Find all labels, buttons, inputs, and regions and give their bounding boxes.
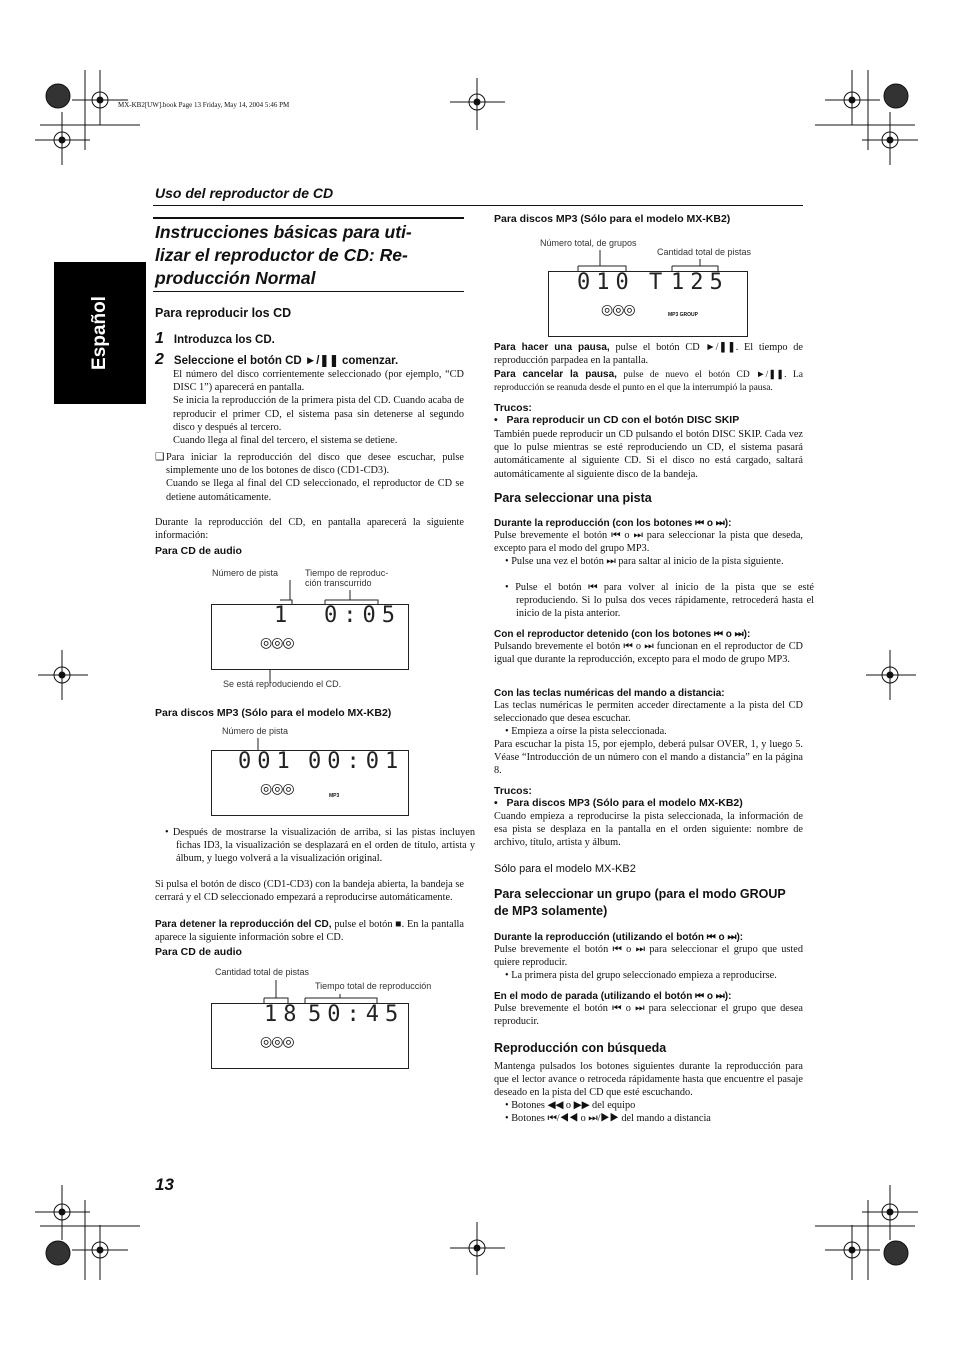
prev-bullet: • Pulse el botón ⏮ para volver al inicio de la pista que se esté reproduciendo. Si lo pulsa dos veces rápidamente, retrocederá hasta el inicio de la pista anterior. [505,582,814,620]
lcd4-caption-groups: Número total, de grupos [540,238,637,248]
stop-lead: Para detener la reproducción del CD, [155,919,332,930]
id3-bullet: • Después de mostrarse la visualización de arriba, si las pistas incluyen fichas ID3, la visualización se desplazará en el orden de título, artista y álbum, y luego volverá a la visualización original. [165,827,476,865]
paragraph: Se inicia la reproducción de la primera pista del CD. Cuando acaba de reproducir el primer CD, el sistema pasa sin detenerse al segundo disco y después al tercero. [173,395,464,433]
lcd4-groups: 010 [577,270,635,295]
lcd4-caption-tracks: Cantidad total de pistas [657,247,752,257]
tricks2-text: Cuando empieza a reproducirse la pista seleccionada, la información de esa pista se desplaza en la pantalla en el orden siguiente: nombre de archivo, título, artista y álbum. [494,811,803,849]
disc-icons: ◎◎◎ [260,636,294,651]
group-heading-line1: Para seleccionar un grupo (para el modo GROUP [494,887,786,901]
lcd2-mp3-tag: MP3 [329,793,340,799]
numeric-bullet: • Empieza a oírse la pista seleccionada. [505,726,667,737]
group-during-head: Durante la reproducción (utilizando el botón ⏮ o ⏭): [494,932,744,943]
search-text: Mantenga pulsados los botones siguientes durante la reproducción para que el lector avance o retroceda rápidamente hasta que encuentre el pasaje deseado en la pista del CD que esté escuchando. [494,1061,803,1099]
disc-skip-text: También puede reproducir un CD pulsando el botón DISC SKIP. Cada vez que lo pulse mientras se esté reproduciendo un CD, el sistema pasará automáticamente al siguiente CD. Si el disco no está cargado, saltará automáticamente al siguiente disco de la bandeja. [494,429,803,480]
tricks2-label: Trucos: [494,785,532,797]
step-1-number: 1 [155,330,164,347]
tray-text: Si pulsa el botón de disco (CD1-CD3) con la bandeja abierta, la bandeja se cerrará y el CD seleccionado empezará a reproducirse automáticamente. [155,879,464,904]
lcd2-time: 00:01 [308,749,405,774]
numeric-example: Para escuchar la pista 15, por ejemplo, deberá pulsar OVER, 1, y luego 5. Véase “Introducción de un número con el mando a distancia” en la página 8. [494,739,803,777]
lcd4-tracks: 125 [671,270,729,295]
lcd1-time: 0:05 [324,603,401,628]
note-box-icon: ❑ [155,452,165,463]
numeric-text: Las teclas numéricas le permiten acceder directamente a la pista del CD seleccionado que desea escuchar. [494,700,803,725]
page-number: 13 [155,1175,174,1194]
section-title: Uso del reproductor de CD [155,185,334,201]
mp3-heading-left: Para discos MP3 (Sólo para el modelo MX-KB2) [155,707,392,719]
step-1-text: Introduzca los CD. [173,334,275,346]
group-bullet: • La primera pista del grupo seleccionado empieza a reproducirse. [505,970,777,981]
search-bullet-1: • Botones ◀◀ o ▶▶ del equipo [505,1100,636,1111]
pause-text [494,341,803,367]
lcd3-tracks: 18 [264,1002,303,1027]
cancel-lead: Para cancelar la pausa, [494,369,617,380]
stopped-text: Pulsando brevemente el botón ⏮ o ⏭ funcionan en el reproductor de CD igual que durante la reproducción, excepto para el modo de grupo MP3. [494,641,803,666]
play-heading: Para reproducir los CD [155,306,292,320]
lcd1-caption-track: Número de pista [212,568,279,578]
search-bullet-2: • Botones ⏮/◀◀ o ⏭/▶▶ del mando a distancia [505,1113,711,1124]
lcd3-time: 50:45 [308,1002,405,1027]
lcd1-playing-caption: Se está reproduciendo el CD. [223,679,342,689]
paragraph: El número del disco corrientemente seleccionado (por ejemplo, “CD DISC 1”) aparecerá en pantalla. [173,369,464,394]
step-2-number: 2 [155,351,164,368]
during-text: Durante la reproducción del CD, en pantalla aparecerá la siguiente información: [155,517,464,542]
lcd3-caption-tracks: Cantidad total de pistas [215,967,310,977]
lcd2-caption-track: Número de pista [222,726,289,736]
lcd4-t: T [649,270,669,295]
disc-icons: ◎◎◎ [260,1035,294,1050]
group-stop-text: Pulse brevemente el botón ⏮ o ⏭ para seleccionar el grupo que desea reproducir. [494,1003,803,1028]
page-title-line3: producción Normal [155,268,316,288]
lcd-display-4 [548,271,748,337]
cd-audio-label-2: Para CD de audio [155,946,242,958]
cd-audio-label: Para CD de audio [155,545,242,557]
disc-icons: ◎◎◎ [260,782,294,797]
during-buttons-head: Durante la reproducción (con los botones ⏮ o ⏭): [494,518,732,529]
pause-lead: Para hacer una pausa, [494,342,610,353]
cancel-text [494,368,803,395]
pause-rest: pulse el botón CD ►/❚❚. El tiempo de reproducción parpadea en la pantalla. [494,342,803,367]
tricks-label: Trucos: [494,402,532,414]
page-title-line2: lizar el reproductor de CD: Re- [155,245,408,265]
tricks-bullet: • Para reproducir un CD con el botón DISC SKIP [494,414,740,426]
step-2-text: Seleccione el botón CD ►/❚❚ comenzar. [173,355,399,367]
lcd3-caption-time: Tiempo total de reproducción [315,981,432,991]
note-text: Cuando se llega al final del CD seleccionado, el reproductor de CD se detiene automáticamente. [166,478,464,503]
stopped-head: Con el reproductor detenido (con los botones ⏮ o ⏭): [494,629,751,640]
group-during-text: Pulse brevemente el botón ⏮ o ⏭ para seleccionar el grupo que usted quiere reproducir. [494,944,803,969]
group-stop-head: En el modo de parada (utilizando el botón ⏮ o ⏭): [494,991,732,1002]
lcd4-mp3-group-tag: MP3 GROUP [668,312,699,318]
note-text: Para iniciar la reproducción del disco que desee escuchar, pulse simplemente uno de los botones de disco (CD1-CD3). [166,452,464,477]
stop-rest: pulse el botón ■. En la pantalla aparece la siguiente información sobre el CD. [155,919,464,944]
tricks2-bullet: • Para discos MP3 (Sólo para el modelo MX-KB2) [494,797,743,809]
search-heading: Reproducción con búsqueda [494,1041,667,1055]
numeric-head: Con las teclas numéricas del mando a distancia: [494,688,725,699]
disc-icons: ◎◎◎ [601,303,635,318]
lcd1-track: 1 [274,603,294,628]
cancel-rest: pulse de nuevo el botón CD ►/❚❚. La reproducción se reanuda desde el punto en el que la interrumpió la pausa. [494,370,803,394]
language-tab-label: Español [89,296,110,370]
during-buttons-text: Pulse brevemente el botón ⏮ o ⏭ para seleccionar la pista que deseda, excepto para el modo del grupo MP3. [494,530,803,555]
next-bullet: • Pulse una vez el botón ⏭ para saltar al inicio de la pista siguiente. [505,556,784,567]
lcd1-caption-time-1: Tiempo de reproduc- [305,568,389,578]
select-track-heading: Para seleccionar una pista [494,491,652,505]
paragraph: Cuando llega al final del tercero, el sistema se detiene. [173,435,398,447]
page-title-line1: Instrucciones básicas para uti- [155,222,412,242]
group-heading [494,886,803,920]
lcd2-track: 001 [238,749,296,774]
lcd1-caption-time-2: ción transcurrido [305,578,372,588]
group-heading-line2: de MP3 solamente) [494,904,608,918]
mp3-heading-right: Para discos MP3 (Sólo para el modelo MX-KB2) [494,213,731,225]
only-model-label: Sólo para el modelo MX-KB2 [494,863,636,875]
file-info: MX-KB2[UW].book Page 13 Friday, May 14, 2004 5:46 PM [118,101,290,109]
